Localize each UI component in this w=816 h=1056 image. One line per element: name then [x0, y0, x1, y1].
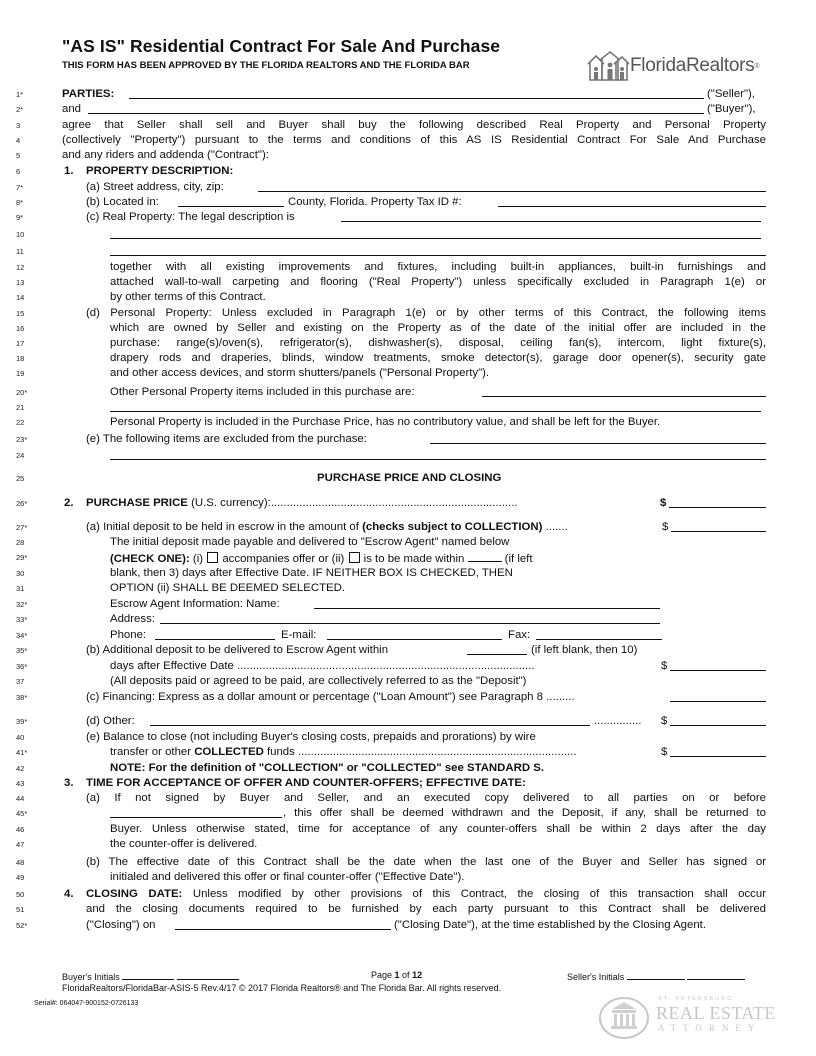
other-field[interactable] [150, 714, 590, 726]
street-address-field[interactable] [258, 180, 766, 192]
paragraph-text: , this offer shall be deemed withdrawn and the Deposit, if any, shall be returned to [283, 807, 766, 819]
collection-note: NOTE: For the definition of "COLLECTION" or "COLLECTED" see STANDARD S. [110, 762, 544, 774]
tax-id-label: County, Florida. Property Tax ID #: [288, 196, 462, 208]
purchase-price-leader: (U.S. currency):.............................................................................. [187, 497, 518, 509]
contract-line [0, 730, 816, 745]
contract-line [0, 351, 816, 366]
paragraph-text: drapery rods and draperies, blinds, window treatments, smoke detector(s), garage door opener(s), security gate [110, 352, 766, 364]
line-number: 49 [16, 873, 25, 882]
paragraph-text: The initial deposit made payable and delivered to "Escrow Agent" named below [110, 536, 510, 548]
paragraph-text: (a) If not signed by Buyer and Seller, and an executed copy delivered to all parties on or before [86, 792, 766, 804]
contract-line [0, 714, 816, 729]
real-estate-attorney-watermark [598, 994, 784, 1042]
line-number: 3 [16, 121, 21, 130]
accompanies-offer-checkbox[interactable] [207, 552, 218, 563]
contract-line [0, 102, 816, 117]
form-identifier: FloridaRealtors/FloridaBar-ASIS-5 Rev.4/17 © 2017 Florida Realtors® and The Florida Bar. All rights reserved. [62, 983, 502, 993]
contract-line [0, 520, 816, 535]
contract-line [0, 822, 816, 837]
and-label: and [62, 103, 82, 115]
purchase-price-label: PURCHASE PRICE [86, 497, 188, 509]
dollar-sign: $ [660, 497, 667, 509]
contract-line [0, 535, 816, 550]
line-number: 41* [16, 748, 28, 757]
loan-amount-field[interactable] [670, 690, 766, 702]
seal-city: ST. PETERSBURG [658, 996, 734, 1002]
excluded-items-label: (e) The following items are excluded from the purchase: [86, 433, 367, 445]
line-number: 12 [16, 263, 25, 272]
line-number: 5 [16, 151, 21, 160]
legal-description-field[interactable] [110, 227, 761, 239]
parties-label: PARTIES: [62, 88, 115, 100]
paragraph-text: (d) Personal Property: Unless excluded in Paragraph 1(e) or by other terms of this Contract, the following items [86, 307, 766, 319]
line-number: 18 [16, 354, 25, 363]
line-number: 39* [16, 717, 28, 726]
line-number: 22 [16, 418, 25, 427]
line-number: 34* [16, 631, 28, 640]
line-number: 45* [16, 809, 28, 818]
county-field[interactable] [178, 195, 284, 207]
line-number: 11 [16, 247, 24, 256]
option-ii-label: accompanies offer or (ii) [219, 553, 348, 565]
line-number: 17 [16, 339, 25, 348]
check-one-label: (CHECK ONE): [110, 553, 190, 565]
line-number: 44 [16, 794, 25, 803]
closing-date-suffix: ("Closing Date"), at the time established by the Closing Agent. [394, 919, 707, 931]
line-number: 25 [16, 474, 25, 483]
paragraph-text: blank, then 3) days after Effective Date. IF NEITHER BOX IS CHECKED, THEN [110, 567, 513, 579]
leader-dots: ....... [542, 521, 568, 533]
line-number: 13 [16, 278, 25, 287]
other-amount-field[interactable] [670, 714, 766, 726]
excluded-items-field[interactable] [430, 432, 766, 444]
line-number: 14 [16, 293, 25, 302]
paragraph-text: Personal Property is included in the Purchase Price, has no contributory value, and shall be left for the Buyer. [110, 416, 661, 428]
legal-description-field[interactable] [110, 244, 766, 256]
section-heading: PURCHASE PRICE AND CLOSING [317, 472, 502, 484]
contract-line [0, 210, 816, 225]
purchase-price-field[interactable] [669, 496, 766, 508]
contract-line [0, 244, 816, 259]
contract-line [0, 180, 816, 195]
line-number: 1* [16, 90, 24, 99]
phone-label: Phone: [110, 629, 147, 641]
line-number: 30 [16, 569, 25, 578]
contract-line [0, 366, 816, 381]
page-of: of [399, 970, 413, 980]
page-title: "AS IS" Residential Contract For Sale And Purchase [62, 36, 501, 56]
contract-line [0, 385, 816, 400]
line-number: 7* [16, 183, 24, 192]
contract-line [0, 855, 816, 870]
escrow-address-field[interactable] [160, 612, 660, 624]
realtors-houses-icon [586, 50, 630, 82]
line-number: 37 [16, 677, 25, 686]
if-left-label: (if left [501, 553, 533, 565]
paragraph-text: and the closing documents required to be furnished by each party pursuant to this Contract shall be delivered [86, 903, 766, 915]
tax-id-field[interactable] [498, 195, 766, 207]
contract-line [0, 550, 816, 565]
contract-line [0, 870, 816, 885]
contract-line [0, 745, 816, 760]
paragraph-text: by other terms of this Contract. [110, 291, 266, 303]
line-number: 27* [16, 523, 28, 532]
contract-line [0, 791, 816, 806]
buyer-initials-field-2[interactable] [177, 970, 239, 980]
page-number: 1 [394, 970, 400, 980]
line-number: 42 [16, 764, 25, 773]
dollar-sign: $ [661, 660, 668, 672]
contract-line [0, 471, 816, 486]
line-number: 10 [16, 230, 25, 239]
contract-line [0, 918, 816, 933]
seller-initials-field-2[interactable] [687, 970, 745, 980]
contract-line [0, 306, 816, 321]
contract-line [0, 566, 816, 581]
buyer-initials-label: Buyer's Initials [62, 972, 120, 982]
made-within-label: is to be made within [360, 553, 468, 565]
paragraph-text: (All deposits paid or agreed to be paid, are collectively referred to as the "Deposit") [110, 675, 527, 687]
leader-dots: funds ........................................................................................ [263, 746, 577, 758]
paragraph-text: OPTION (ii) SHALL BE DEEMED SELECTED. [110, 582, 346, 594]
buyer-name-field[interactable] [88, 102, 704, 114]
contract-line [0, 118, 816, 133]
contract-line [0, 887, 816, 902]
additional-deposit-label: (b) Additional deposit to be delivered to Escrow Agent within [86, 644, 389, 656]
line-number: 23* [16, 435, 28, 444]
contract-line [0, 321, 816, 336]
line-number: 35* [16, 646, 28, 655]
days-after-label: days after Effective Date .............................................................................................. [110, 660, 535, 672]
agreement-text: agree that Seller shall sell and Buyer shall buy the following described Real Property and Personal Property [62, 119, 766, 131]
closing-date-label: CLOSING DATE: [86, 888, 183, 900]
escrow-agent-name-label: Escrow Agent Information: Name: [110, 598, 280, 610]
line-number: 48 [16, 858, 25, 867]
closing-date-field[interactable] [175, 918, 391, 930]
line-number: 2* [16, 105, 24, 114]
street-address-label: (a) Street address, city, zip: [86, 181, 224, 193]
line-number: 40 [16, 733, 25, 742]
buyer-initials [62, 970, 239, 982]
florida-realtors-logo [586, 48, 776, 84]
leader-dots: ............... [594, 715, 642, 727]
escrow-agent-name-field[interactable] [314, 597, 660, 609]
seal-subtitle: ATTORNEY [658, 1023, 762, 1033]
line-number: 21 [16, 403, 25, 412]
line-number: 47 [16, 840, 25, 849]
transfer-label: transfer or other [110, 746, 195, 758]
section-heading: TIME FOR ACCEPTANCE OF OFFER AND COUNTER-OFFERS; EFFECTIVE DATE: [86, 777, 526, 789]
paragraph-text: attached wall-to-wall carpeting and flooring ("Real Property") unless specifically excluded in Paragraph 1(e) or [110, 276, 766, 288]
contract-line [0, 133, 816, 148]
contract-line [0, 612, 816, 627]
line-number: 4 [16, 136, 21, 145]
paragraph-text: which are owned by Seller and existing on the Property as of the date of the initial offer are included in the [110, 322, 766, 334]
section-number: 3. [64, 777, 74, 789]
fax-field[interactable] [536, 628, 662, 640]
line-number: 38* [16, 693, 28, 702]
dollar-sign: $ [661, 715, 668, 727]
line-number: 51 [16, 905, 25, 914]
paragraph-text: initialed and delivered this offer or final counter-offer ("Effective Date"). [110, 871, 465, 883]
line-number: 26* [16, 499, 28, 508]
line-number: 15 [16, 309, 25, 318]
buyer-suffix: ("Buyer"), [707, 103, 756, 115]
line-number: 8* [16, 198, 24, 207]
seller-name-field[interactable] [129, 87, 704, 99]
paragraph-text: Unless modified by other provisions of this Contract, the closing of this transaction shall occur [182, 888, 766, 900]
line-number: 28 [16, 538, 25, 547]
line-number: 19 [16, 369, 25, 378]
line-number: 36* [16, 662, 28, 671]
contract-line [0, 643, 816, 658]
line-number: 6 [16, 167, 21, 176]
page-subtitle: THIS FORM HAS BEEN APPROVED BY THE FLORIDA REALTORS AND THE FLORIDA BAR [62, 60, 470, 71]
contract-line [0, 761, 816, 776]
address-label: Address: [110, 613, 155, 625]
logo-text: FloridaRealtors [630, 55, 755, 76]
other-personal-property-field[interactable] [482, 385, 766, 397]
line-number: 52* [16, 921, 28, 930]
buyer-initials-field-1[interactable] [122, 970, 174, 980]
line-number: 50 [16, 890, 25, 899]
paragraph-text: (b) The effective date of this Contract shall be the date when the last one of the Buyer and Seller has signed or [86, 856, 766, 868]
contract-line [0, 195, 816, 210]
contract-line [0, 227, 816, 242]
contract-line [0, 628, 816, 643]
agreement-text: and any riders and addenda ("Contract"): [62, 149, 269, 161]
phone-field[interactable] [155, 628, 275, 640]
other-personal-property-label: Other Personal Property items included in this purchase are: [110, 386, 415, 398]
option-i-label: (i) [189, 553, 207, 565]
email-label: E-mail: [281, 629, 317, 641]
contract-line [0, 776, 816, 791]
paragraph-text: together with all existing improvements and fixtures, including built-in appliances, built-in furnishings and [110, 261, 766, 273]
seller-initials-field-1[interactable] [627, 970, 685, 980]
serial-number: Serial#: 064047-900152-0726133 [34, 1000, 139, 1007]
closing-on-label: ("Closing") on [86, 919, 156, 931]
legal-description-label: (c) Real Property: The legal description is [86, 211, 295, 223]
logo-registered-mark: ® [754, 62, 760, 70]
line-number: 46 [16, 825, 25, 834]
email-field[interactable] [327, 628, 502, 640]
contract-line [0, 902, 816, 917]
contract-line [0, 837, 816, 852]
seller-initials [567, 970, 745, 982]
contract-line [0, 659, 816, 674]
contract-line [0, 496, 816, 511]
paragraph-text: purchase: range(s)/oven(s), refrigerator(s), dishwasher(s), disposal, ceiling fan(s), intercom, light fixture(s), [110, 337, 766, 349]
line-number: 9* [16, 213, 24, 222]
line-number: 16 [16, 324, 25, 333]
page-total: 12 [412, 970, 423, 980]
seal-title: REAL ESTATE [656, 1003, 776, 1023]
line-number: 24 [16, 451, 25, 460]
section-number: 1. [64, 165, 74, 177]
contract-line [0, 581, 816, 596]
contract-line [0, 415, 816, 430]
line-number: 20* [16, 388, 28, 397]
line-number: 31 [16, 584, 25, 593]
other-personal-property-field[interactable] [110, 400, 761, 412]
line-number: 33* [16, 615, 28, 624]
balance-to-close-label: (e) Balance to close (not including Buyer's closing costs, prepaids and prorations) by wire [86, 731, 536, 743]
contract-line [0, 336, 816, 351]
line-number: 43 [16, 779, 25, 788]
days-field[interactable] [468, 550, 502, 562]
additional-deposit-field[interactable] [670, 659, 766, 671]
contract-line [0, 806, 816, 821]
section-number: 2. [64, 497, 74, 509]
contract-line [0, 432, 816, 447]
additional-deposit-days-field[interactable] [467, 643, 527, 655]
other-label: (d) Other: [86, 715, 135, 727]
seller-initials-label: Seller's Initials [567, 972, 625, 982]
seller-suffix: ("Seller"), [707, 88, 755, 100]
line-number: 29* [16, 553, 28, 562]
contract-line [0, 148, 816, 163]
located-in-label: (b) Located in: [86, 196, 159, 208]
contract-line [0, 260, 816, 275]
line-number: 32* [16, 600, 28, 609]
fax-label: Fax: [508, 629, 531, 641]
page-label: Page [371, 970, 395, 980]
legal-description-field[interactable] [341, 210, 761, 222]
if-left-blank-label: (if left blank, then 10) [531, 644, 638, 656]
section-number: 4. [64, 888, 74, 900]
page-indicator [371, 970, 422, 980]
paragraph-text: and other access devices, and storm shutters/panels ("Personal Property"). [110, 367, 490, 379]
contract-line [0, 275, 816, 290]
financing-label: (c) Financing: Express as a dollar amount or percentage ("Loan Amount") see Paragraph 8 ......... [86, 691, 575, 703]
contract-line [0, 400, 816, 415]
contract-line [0, 164, 816, 179]
contract-line [0, 674, 816, 689]
made-within-checkbox[interactable] [349, 552, 360, 563]
paragraph-text: the counter-offer is delivered. [110, 838, 258, 850]
checks-collection-note: (checks subject to COLLECTION) [362, 521, 543, 533]
section-heading: PROPERTY DESCRIPTION: [86, 165, 234, 177]
contract-line [0, 290, 816, 305]
collected-label: COLLECTED [194, 746, 264, 758]
initial-deposit-label: (a) Initial deposit to be held in escrow in the amount of [86, 521, 363, 533]
acceptance-deadline-field[interactable] [110, 806, 282, 818]
balance-field[interactable] [670, 745, 766, 757]
contract-line [0, 690, 816, 705]
agreement-text: (collectively "Property") pursuant to the terms and conditions of this AS IS Residential Contract For Sale And Purchase [62, 134, 766, 146]
paragraph-text: Buyer. Unless otherwise stated, time for acceptance of any counter-offers shall be within 2 days after the day [110, 823, 766, 835]
dollar-sign: $ [662, 521, 669, 533]
excluded-items-field[interactable] [110, 448, 766, 460]
initial-deposit-field[interactable] [671, 520, 766, 532]
contract-line [0, 597, 816, 612]
dollar-sign: $ [661, 746, 668, 758]
contract-line [0, 448, 816, 463]
contract-line [0, 87, 816, 102]
